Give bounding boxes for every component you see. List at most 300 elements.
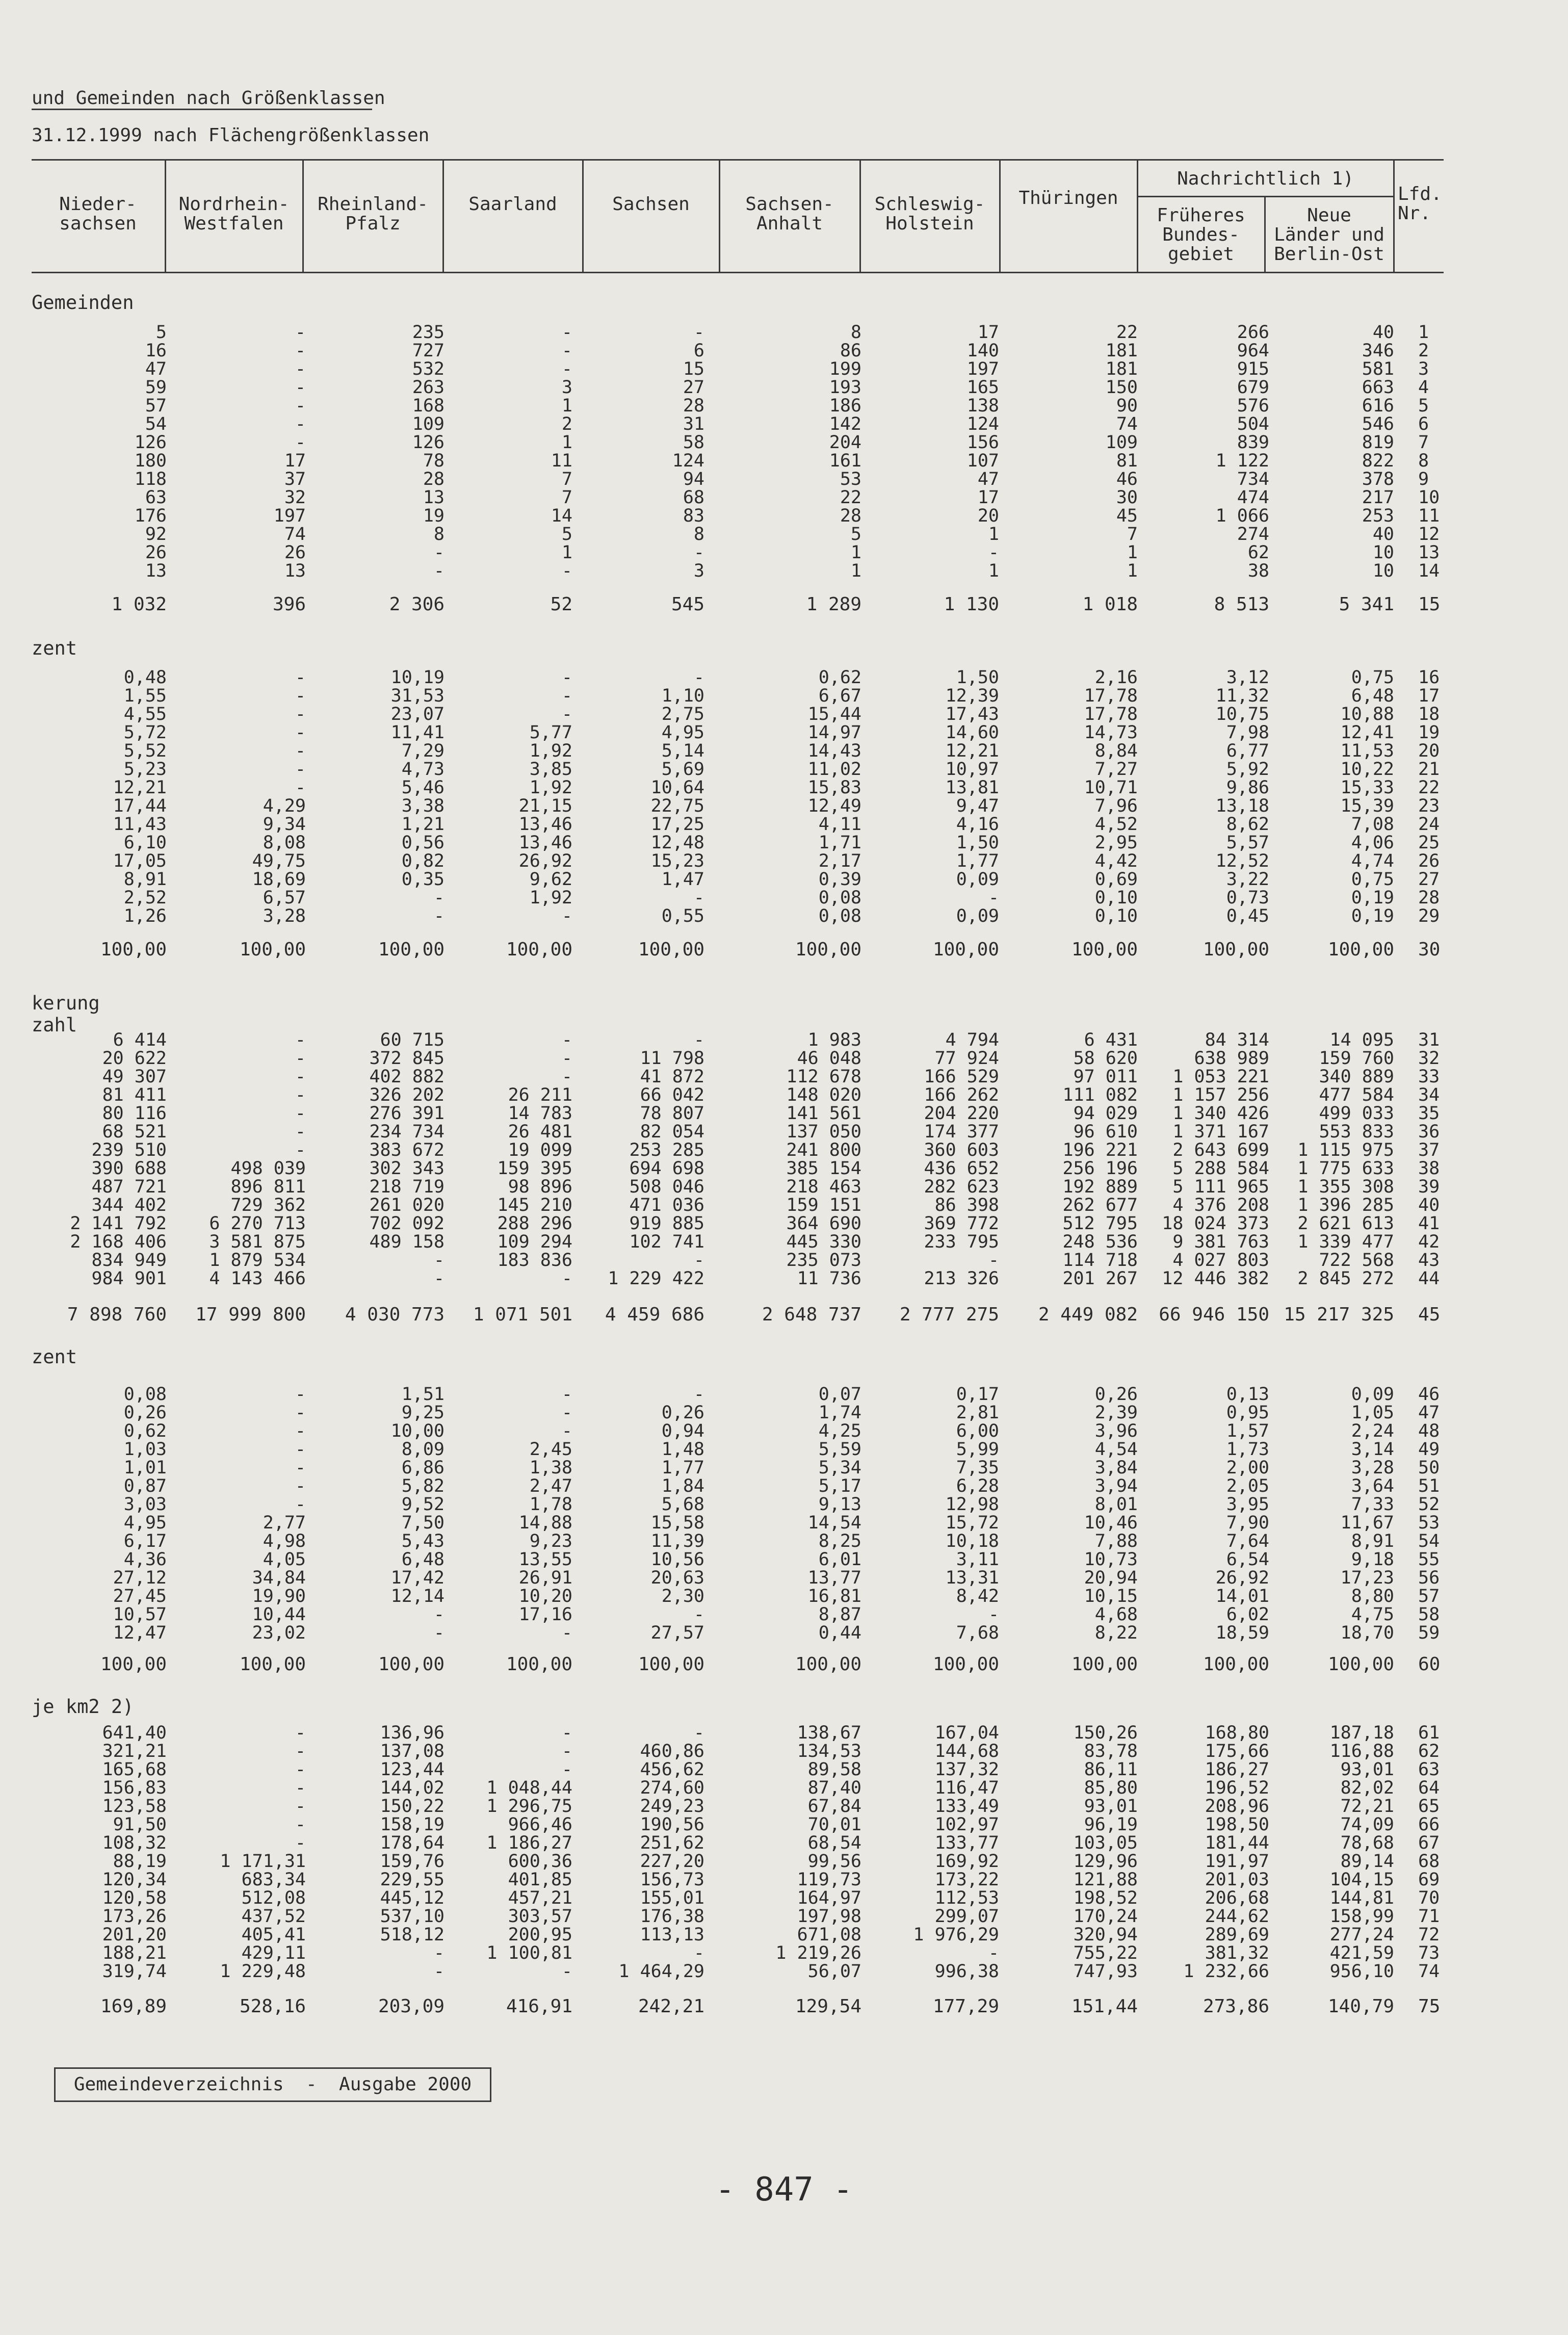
table-cell: 1,38 <box>529 1458 572 1478</box>
table-cell: 17,43 <box>945 704 999 724</box>
table-cell: 190,56 <box>640 1814 704 1835</box>
table-cell: 7,96 <box>1094 796 1138 816</box>
table-cell: 133,49 <box>934 1796 999 1817</box>
table-cell: 4,11 <box>818 814 861 835</box>
data-column-neue-laender <box>1241 1385 1394 1642</box>
table-cell: 10,20 <box>518 1586 572 1606</box>
table-cell: 0,45 <box>1226 906 1269 926</box>
table-cell: - <box>561 1759 572 1780</box>
table-cell: - <box>693 888 704 908</box>
table-cell: 5 <box>1418 396 1429 416</box>
table-cell: 34 <box>1418 1085 1440 1105</box>
table-cell: 17,78 <box>1084 686 1138 706</box>
table-cell: 344 402 <box>91 1195 167 1215</box>
table-cell: 124 <box>672 451 704 471</box>
table-cell: 289,69 <box>1205 1925 1269 1945</box>
table-cell: 111 082 <box>1062 1085 1138 1105</box>
section-label: Gemeinden <box>32 292 134 314</box>
table-cell: 0,95 <box>1226 1403 1269 1423</box>
table-cell: 49 307 <box>102 1067 167 1087</box>
table-cell: 50 <box>1418 1458 1440 1478</box>
lfd-nr-column <box>1418 1385 1449 1642</box>
table-cell: 186 <box>829 396 861 416</box>
table-cell: 7,08 <box>1351 814 1394 835</box>
table-cell: 70,01 <box>807 1814 861 1835</box>
table-cell: 5 <box>561 524 572 544</box>
table-cell: 1 229,48 <box>220 1961 306 1982</box>
table-cell: 0,75 <box>1351 667 1394 688</box>
table-cell: 4,05 <box>263 1549 306 1570</box>
table-cell: 49 <box>1418 1439 1440 1460</box>
table-cell: 8 <box>1418 451 1429 471</box>
table-cell: 158,19 <box>380 1814 445 1835</box>
table-cell: 201 267 <box>1062 1268 1138 1289</box>
table-cell: 109 <box>412 414 445 434</box>
table-cell: 12,21 <box>113 777 167 798</box>
total-cell: 100,00 <box>506 1654 572 1675</box>
table-cell: 0,08 <box>818 888 861 908</box>
data-column-sn <box>552 668 704 925</box>
table-cell: 4,98 <box>263 1531 306 1551</box>
table-cell: 18,59 <box>1215 1623 1269 1643</box>
table-cell: 2 <box>561 414 572 434</box>
table-cell: 20 <box>1418 741 1440 761</box>
table-cell: 17,44 <box>113 796 167 816</box>
table-cell: 46 048 <box>797 1048 861 1069</box>
table-cell: 727 <box>412 341 445 361</box>
table-cell: 1 976,29 <box>913 1925 999 1945</box>
col-header-st: Sachsen- Anhalt <box>745 194 834 234</box>
table-cell: 1,57 <box>1226 1421 1269 1441</box>
table-cell: 0,19 <box>1351 888 1394 908</box>
data-column-saar <box>420 1385 572 1642</box>
table-cell: 16,81 <box>807 1586 861 1606</box>
table-cell: 86 <box>840 341 861 361</box>
table-cell: 3,64 <box>1351 1476 1394 1496</box>
table-cell: 123,44 <box>380 1759 445 1780</box>
table-cell: 266 <box>1237 322 1269 343</box>
table-cell: 7,90 <box>1226 1513 1269 1533</box>
table-cell: 126 <box>412 432 445 453</box>
table-cell: 1 <box>1127 542 1138 563</box>
table-cell: 499 033 <box>1319 1103 1394 1124</box>
table-cell: 9,34 <box>263 814 306 835</box>
table-cell: 9,52 <box>401 1494 445 1515</box>
table-cell: 191,97 <box>1205 1851 1269 1872</box>
table-cell: 145 210 <box>497 1195 572 1215</box>
table-cell: 176 <box>134 506 167 526</box>
table-cell: 229,55 <box>380 1870 445 1890</box>
table-cell: 3,11 <box>956 1549 999 1570</box>
total-cell: 66 946 150 <box>1159 1304 1269 1325</box>
table-cell: 124 <box>966 414 999 434</box>
total-cell: 7 898 760 <box>67 1304 167 1325</box>
table-cell: 10,00 <box>390 1421 445 1441</box>
data-column-sh <box>846 1724 999 1981</box>
table-cell: 1 186,27 <box>486 1833 572 1853</box>
total-cell: 416,91 <box>506 1996 572 2017</box>
table-cell: 80 116 <box>102 1103 167 1124</box>
table-cell: 4,29 <box>263 796 306 816</box>
table-cell: 27,12 <box>113 1568 167 1588</box>
table-cell: - <box>561 1384 572 1405</box>
table-cell: 822 <box>1362 451 1394 471</box>
table-cell: 197,98 <box>797 1906 861 1927</box>
table-cell: 17,25 <box>650 814 704 835</box>
table-top-rule <box>32 159 1444 161</box>
table-cell: 4 027 803 <box>1172 1250 1269 1270</box>
table-cell: 2 <box>1418 341 1429 361</box>
table-cell: 8 <box>433 524 445 544</box>
table-cell: - <box>433 1250 445 1270</box>
table-cell: 1 171,31 <box>220 1851 306 1872</box>
table-cell: 10,46 <box>1084 1513 1138 1533</box>
table-cell: 1 <box>1127 561 1138 581</box>
table-cell: 12,14 <box>390 1586 445 1606</box>
table-cell: 241 800 <box>786 1140 861 1160</box>
table-cell: 15,23 <box>650 851 704 871</box>
table-cell: 1 340 426 <box>1172 1103 1269 1124</box>
table-cell: 261 020 <box>369 1195 445 1215</box>
table-cell: 104,15 <box>1329 1870 1394 1890</box>
table-cell: 546 <box>1362 414 1394 434</box>
table-cell: 641,40 <box>102 1723 167 1743</box>
table-cell: 15,44 <box>807 704 861 724</box>
table-cell: 405,41 <box>241 1925 306 1945</box>
table-cell: - <box>693 1723 704 1743</box>
table-cell: 1 371 167 <box>1172 1122 1269 1142</box>
table-cell: 11,39 <box>650 1531 704 1551</box>
table-cell: 1 066 <box>1215 506 1269 526</box>
table-cell: 4 143 466 <box>209 1268 306 1289</box>
table-cell: 150,22 <box>380 1796 445 1817</box>
table-cell: 10,71 <box>1084 777 1138 798</box>
data-column-saar <box>420 323 572 580</box>
table-cell: 0,17 <box>956 1384 999 1405</box>
table-cell: - <box>295 1741 306 1761</box>
table-cell: 421,59 <box>1329 1943 1394 1963</box>
table-cell: 2 643 699 <box>1172 1140 1269 1160</box>
table-cell: 9,86 <box>1226 777 1269 798</box>
table-cell: 13,18 <box>1215 796 1269 816</box>
table-cell: 15 <box>683 359 704 379</box>
table-cell: 445,12 <box>380 1888 445 1908</box>
table-cell: 8,22 <box>1094 1623 1138 1643</box>
table-cell: 13 <box>1418 542 1440 563</box>
table-cell: 28 <box>683 396 704 416</box>
table-cell: 553 833 <box>1319 1122 1394 1142</box>
table-cell: 4,73 <box>401 759 445 780</box>
col-header-frueheres-bundesgebiet: Früheres Bundes- gebiet <box>1157 205 1245 265</box>
table-cell: 4 376 208 <box>1172 1195 1269 1215</box>
table-cell: 148 020 <box>786 1085 861 1105</box>
table-cell: 7 <box>1418 432 1429 453</box>
table-cell: 1,47 <box>661 869 704 890</box>
table-cell: 1,55 <box>123 686 167 706</box>
table-cell: 7 <box>561 469 572 489</box>
table-cell: 663 <box>1362 377 1394 398</box>
table-cell: 288 296 <box>497 1213 572 1234</box>
table-cell: 173,22 <box>934 1870 999 1890</box>
table-cell: 1 <box>850 561 861 581</box>
table-cell: 5,92 <box>1226 759 1269 780</box>
table-cell: - <box>561 704 572 724</box>
data-column-saar <box>420 1724 572 1981</box>
table-cell: 9,13 <box>818 1494 861 1515</box>
table-cell: 5,82 <box>401 1476 445 1496</box>
table-cell: 5 <box>155 322 167 343</box>
table-cell: - <box>295 1048 306 1069</box>
title-underline <box>32 109 372 110</box>
table-cell: 2,24 <box>1351 1421 1394 1441</box>
table-cell: 197 <box>273 506 306 526</box>
table-cell: 8,42 <box>956 1586 999 1606</box>
table-cell: 68 <box>683 487 704 508</box>
table-cell: 457,21 <box>508 1888 572 1908</box>
table-cell: 33 <box>1418 1067 1440 1087</box>
table-cell: 59 <box>1418 1623 1440 1643</box>
table-cell: 23 <box>1418 796 1440 816</box>
table-cell: 1,26 <box>123 906 167 926</box>
table-cell: 58 <box>1418 1604 1440 1625</box>
table-cell: 11,53 <box>1340 741 1394 761</box>
table-cell: 8 <box>693 524 704 544</box>
table-cell: - <box>295 1476 306 1496</box>
table-cell: 14 <box>551 506 572 526</box>
table-cell: 0,87 <box>123 1476 167 1496</box>
table-cell: 4,42 <box>1094 851 1138 871</box>
table-cell: 10,18 <box>945 1531 999 1551</box>
table-cell: 18 024 373 <box>1162 1213 1269 1234</box>
table-cell: 4 794 <box>945 1030 999 1050</box>
table-cell: 722 568 <box>1319 1250 1394 1270</box>
data-column-neue-laender <box>1241 1724 1394 1981</box>
table-cell: 6 <box>693 341 704 361</box>
data-column-st <box>709 323 861 580</box>
table-cell: 474 <box>1237 487 1269 508</box>
table-cell: 78 <box>423 451 445 471</box>
table-cell: 6 <box>1418 414 1429 434</box>
table-cell: 82,02 <box>1340 1778 1394 1798</box>
table-cell: 6,57 <box>263 888 306 908</box>
table-cell: 445 330 <box>786 1232 861 1252</box>
table-cell: 276 391 <box>369 1103 445 1124</box>
table-cell: 113,13 <box>640 1925 704 1945</box>
table-cell: 1 219,26 <box>775 1943 861 1963</box>
table-cell: 28 <box>840 506 861 526</box>
table-cell: 834 949 <box>91 1250 167 1270</box>
table-cell: 66 042 <box>640 1085 704 1105</box>
total-cell: 100,00 <box>378 939 445 960</box>
table-cell: 62 <box>1247 542 1269 563</box>
data-column-nds <box>14 323 167 580</box>
table-cell: - <box>295 1796 306 1817</box>
table-cell: 7,98 <box>1226 722 1269 743</box>
table-cell: 13,31 <box>945 1568 999 1588</box>
table-cell: 11,41 <box>390 722 445 743</box>
table-cell: 1,50 <box>956 833 999 853</box>
table-cell: 70 <box>1418 1888 1440 1908</box>
table-cell: 6,77 <box>1226 741 1269 761</box>
table-cell: 17 <box>1418 686 1440 706</box>
table-cell: - <box>561 561 572 581</box>
table-cell: 83 <box>683 506 704 526</box>
table-cell: 39 <box>1418 1177 1440 1197</box>
table-cell: 1,03 <box>123 1439 167 1460</box>
table-cell: 321,21 <box>102 1741 167 1761</box>
table-cell: 11 <box>551 451 572 471</box>
table-cell: 198,50 <box>1205 1814 1269 1835</box>
table-cell: 71 <box>1418 1906 1440 1927</box>
table-cell: - <box>561 322 572 343</box>
table-cell: 3,95 <box>1226 1494 1269 1515</box>
table-cell: 13,46 <box>518 814 572 835</box>
section-label: zent <box>32 1346 77 1368</box>
table-cell: - <box>433 888 445 908</box>
header-bottom-rule <box>32 272 1444 273</box>
data-column-sn <box>552 323 704 580</box>
table-cell: - <box>295 1403 306 1423</box>
table-cell: 504 <box>1237 414 1269 434</box>
table-cell: 532 <box>412 359 445 379</box>
table-cell: 0,73 <box>1226 888 1269 908</box>
table-cell: 5,57 <box>1226 833 1269 853</box>
total-cell: 100,00 <box>100 1654 167 1675</box>
table-cell: 26,92 <box>518 851 572 871</box>
page-number: - 847 - <box>715 2171 853 2209</box>
table-cell: 1 <box>561 396 572 416</box>
table-cell: 46 <box>1116 469 1138 489</box>
table-cell: 1,74 <box>818 1403 861 1423</box>
table-cell: 1 983 <box>807 1030 861 1050</box>
source-label-box: Gemeindeverzeichnis - Ausgabe 2000 <box>54 2067 491 2102</box>
total-cell: 100,00 <box>1071 939 1138 960</box>
table-cell: 3,28 <box>263 906 306 926</box>
table-cell: 161 <box>829 451 861 471</box>
data-column-nrw <box>153 1724 306 1981</box>
table-cell: 1,71 <box>818 833 861 853</box>
table-cell: 7,88 <box>1094 1531 1138 1551</box>
table-cell: 51 <box>1418 1476 1440 1496</box>
total-cell: 4 459 686 <box>605 1304 704 1325</box>
table-cell: 41 872 <box>640 1067 704 1087</box>
table-cell: 4,16 <box>956 814 999 835</box>
table-cell: 12,98 <box>945 1494 999 1515</box>
table-cell: 915 <box>1237 359 1269 379</box>
table-cell: 183 836 <box>497 1250 572 1270</box>
table-cell: 11,02 <box>807 759 861 780</box>
table-cell: 263 <box>412 377 445 398</box>
table-cell: 364 690 <box>786 1213 861 1234</box>
table-cell: 326 202 <box>369 1085 445 1105</box>
table-cell: 60 715 <box>380 1030 445 1050</box>
table-cell: - <box>433 1943 445 1963</box>
data-column-th <box>985 1724 1138 1981</box>
table-cell: 3,96 <box>1094 1421 1138 1441</box>
total-cell: 60 <box>1418 1654 1441 1675</box>
table-cell: 14,60 <box>945 722 999 743</box>
table-cell: 11,32 <box>1215 686 1269 706</box>
table-cell: - <box>693 1384 704 1405</box>
table-cell: 7,35 <box>956 1458 999 1478</box>
table-cell: 74 <box>1418 1961 1440 1982</box>
table-cell: 10 <box>1372 542 1394 563</box>
table-cell: 64 <box>1418 1778 1440 1798</box>
table-cell: 401,85 <box>508 1870 572 1890</box>
table-cell: 512 795 <box>1062 1213 1138 1234</box>
table-cell: 1 229 422 <box>608 1268 704 1289</box>
table-cell: 319,74 <box>102 1961 167 1982</box>
table-cell: 253 285 <box>629 1140 704 1160</box>
table-cell: 919 885 <box>629 1213 704 1234</box>
table-cell: 0,26 <box>661 1403 704 1423</box>
table-cell: 5,52 <box>123 741 167 761</box>
table-cell: 227,20 <box>640 1851 704 1872</box>
table-cell: 1 396 285 <box>1297 1195 1394 1215</box>
table-cell: 159 151 <box>786 1195 861 1215</box>
table-cell: 167,04 <box>934 1723 999 1743</box>
table-cell: 59 <box>145 377 167 398</box>
table-cell: 489 158 <box>369 1232 445 1252</box>
table-cell: 4,55 <box>123 704 167 724</box>
table-cell: 429,11 <box>241 1943 306 1963</box>
total-cell: 17 999 800 <box>195 1304 306 1325</box>
table-cell: 5,72 <box>123 722 167 743</box>
table-cell: 204 <box>829 432 861 453</box>
table-cell: - <box>295 432 306 453</box>
table-cell: 755,22 <box>1073 1943 1138 1963</box>
table-cell: 44 <box>1418 1268 1440 1289</box>
col-header-sn: Sachsen <box>612 194 690 215</box>
table-cell: 12,48 <box>650 833 704 853</box>
total-cell: 100,00 <box>378 1654 445 1675</box>
table-cell: 198,52 <box>1073 1888 1138 1908</box>
col-header-sh: Schleswig- Holstein <box>874 194 985 234</box>
table-cell: 7,33 <box>1351 1494 1394 1515</box>
table-cell: 0,09 <box>956 906 999 926</box>
table-cell: 436 652 <box>924 1158 999 1179</box>
table-cell: 6 414 <box>113 1030 167 1050</box>
table-cell: 200,95 <box>508 1925 572 1945</box>
table-cell: 23,02 <box>252 1623 306 1643</box>
table-cell: 0,56 <box>401 833 445 853</box>
table-cell: 274 <box>1237 524 1269 544</box>
table-cell: 6,01 <box>818 1549 861 1570</box>
table-cell: 248 536 <box>1062 1232 1138 1252</box>
table-cell: 174 377 <box>924 1122 999 1142</box>
table-cell: 3,85 <box>529 759 572 780</box>
table-cell: 1,92 <box>529 888 572 908</box>
table-cell: 2,39 <box>1094 1403 1138 1423</box>
total-cell: 100,00 <box>1203 1654 1269 1675</box>
table-cell: 168 <box>412 396 445 416</box>
table-cell: 0,39 <box>818 869 861 890</box>
table-cell: 9,23 <box>529 1531 572 1551</box>
table-cell: 14 <box>1418 561 1440 581</box>
table-cell: 120,58 <box>102 1888 167 1908</box>
table-cell: - <box>693 1030 704 1050</box>
table-cell: 13 <box>423 487 445 508</box>
table-cell: 68 <box>1418 1851 1440 1872</box>
table-cell: 20 622 <box>102 1048 167 1069</box>
table-cell: 116,47 <box>934 1778 999 1798</box>
table-cell: 96,19 <box>1084 1814 1138 1835</box>
table-cell: 239 510 <box>91 1140 167 1160</box>
table-cell: 1 <box>850 542 861 563</box>
table-cell: - <box>295 686 306 706</box>
table-cell: 11 798 <box>640 1048 704 1069</box>
table-cell: 180 <box>134 451 167 471</box>
